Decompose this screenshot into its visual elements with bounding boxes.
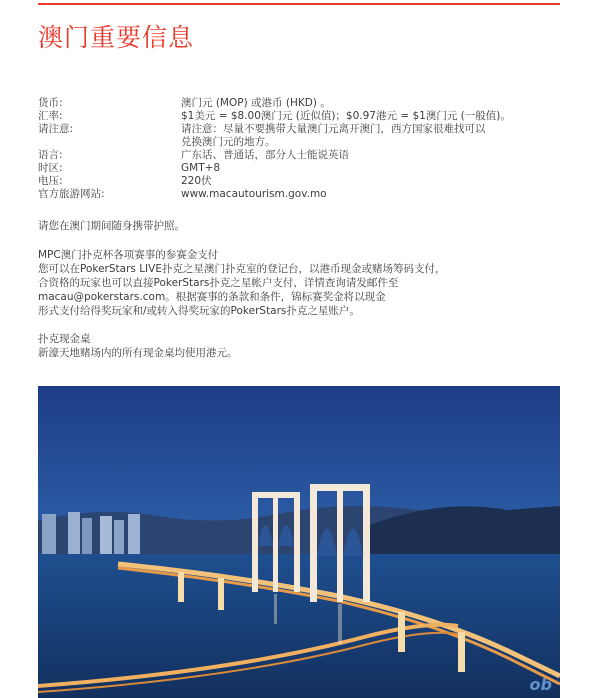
info-label: 请注意: — [38, 123, 74, 135]
cash-table-heading: 扑克现金桌 — [38, 333, 91, 345]
payment-line: 合资格的玩家也可以直接PokerStars扑克之星帐户支付，详情查询请发邮件至 — [38, 277, 399, 289]
website-link[interactable]: www.macautourism.gov.mo — [181, 188, 327, 200]
top-rule — [38, 3, 560, 5]
info-value: 请注意：尽量不要携带大量澳门元离开澳门，西方国家很难找可以 — [181, 123, 486, 135]
info-value: GMT+8 — [181, 162, 221, 174]
info-value: 澳门元 (MOP) 或港币 (HKD) 。 — [181, 97, 331, 109]
info-label: 货币: — [38, 97, 63, 109]
bridge-photo — [38, 386, 560, 698]
page-title: 澳门重要信息 — [38, 23, 195, 52]
info-label: 汇率: — [38, 110, 63, 122]
info-label: 时区: — [38, 162, 63, 174]
info-value: 广东话、普通话，部分人士能说英语 — [181, 149, 349, 161]
passport-note: 请您在澳门期间随身携带护照。 — [38, 220, 185, 232]
info-label: 电压: — [38, 175, 63, 187]
cash-table-section — [38, 332, 238, 360]
info-label: 官方旅游网站: — [38, 188, 105, 200]
watermark-logo: ob — [529, 675, 552, 694]
payment-line: 形式支付给得奖玩家和/或转入得奖玩家的PokerStars扑克之星账户。 — [38, 305, 360, 317]
info-label: 语言: — [38, 149, 63, 161]
payment-line: 您可以在PokerStars LIVE扑克之星澳门扑克室的登记台，以港币现金或赌场筹码支付， — [38, 263, 446, 275]
cash-table-line: 新濠天地赌场内的所有现金桌均使用港元。 — [38, 347, 238, 359]
payment-section — [38, 248, 445, 318]
payment-line: macau@pokerstars.com。根据赛事的条款和条件，锦标赛奖金将以现金 — [38, 291, 386, 303]
info-value: 兑换澳门元的地方。 — [181, 136, 276, 148]
payment-heading: MPC澳门扑克杯各项赛事的参赛金支付 — [38, 249, 219, 261]
info-value: $1美元 = $8.00澳门元 (近似值)；$0.97港元 = $1澳门元 (一般值)。 — [181, 110, 511, 122]
macau-bridge-illustration — [38, 386, 560, 698]
info-value: 220伏 — [181, 175, 212, 187]
